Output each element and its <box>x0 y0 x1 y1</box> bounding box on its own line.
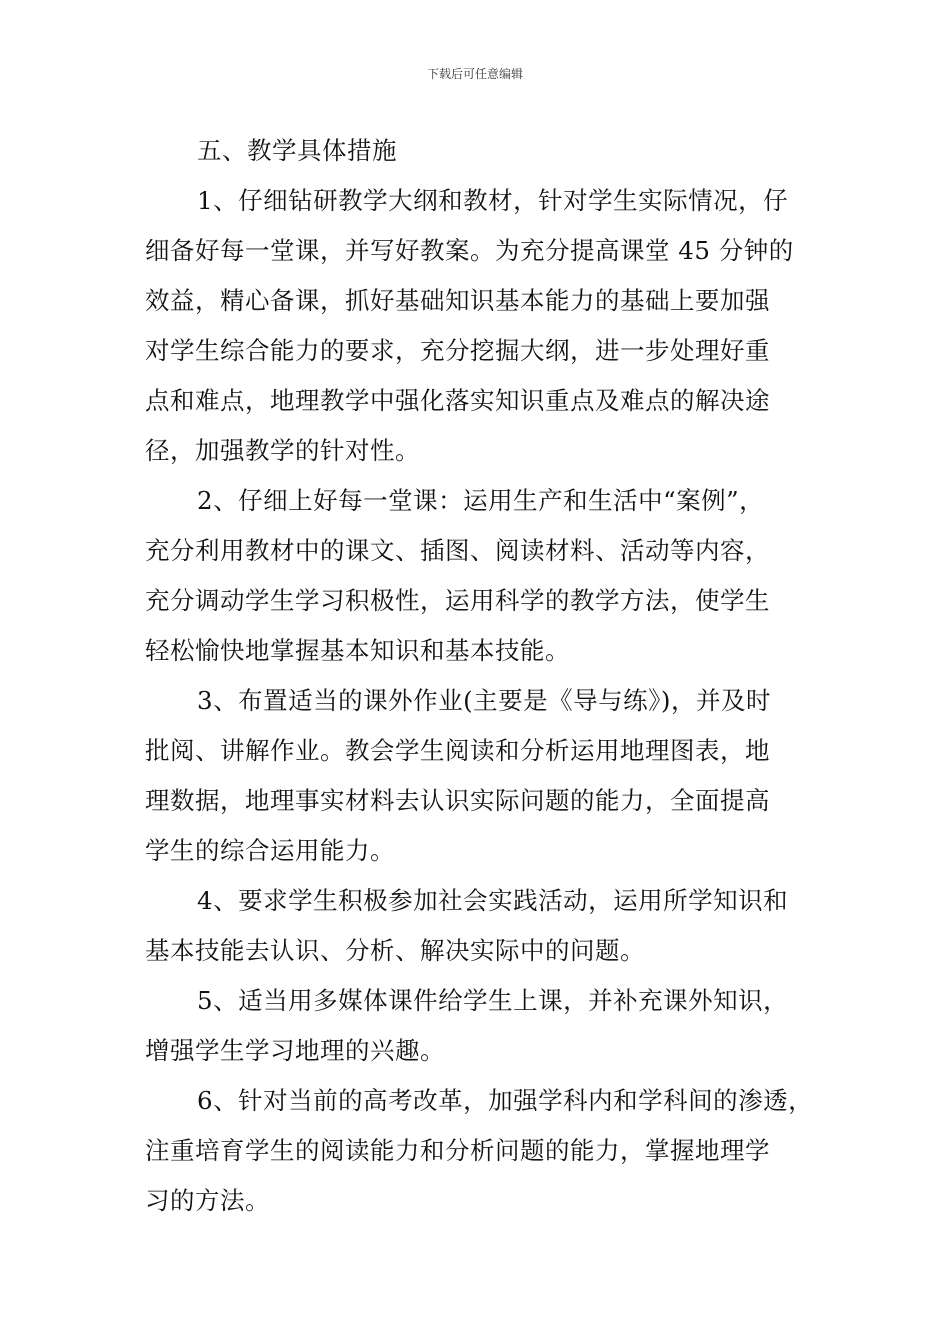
paragraph-2-line: 2、仔细上好每一堂课：运用生产和生活中“案例”， <box>197 486 765 515</box>
paragraph-6-line: 注重培育学生的阅读能力和分析问题的能力，掌握地理学 <box>145 1136 770 1165</box>
paragraph-4-line: 4、要求学生积极参加社会实践活动，运用所学知识和 <box>197 886 789 915</box>
paragraph-1-line: 1、仔细钻研教学大纲和教材，针对学生实际情况，仔 <box>197 186 789 215</box>
paragraph-1-line: 效益，精心备课，抓好基础知识基本能力的基础上要加强 <box>145 286 770 315</box>
paragraph-3-line: 3、布置适当的课外作业(主要是《导与练》)，并及时 <box>197 686 771 715</box>
paragraph-2-line: 充分利用教材中的课文、插图、阅读材料、活动等内容， <box>145 536 770 565</box>
paragraph-2-line: 充分调动学生学习积极性，运用科学的教学方法，使学生 <box>145 586 770 615</box>
section-heading: 五、教学具体措施 <box>197 136 397 165</box>
paragraph-5-line: 5、适当用多媒体课件给学生上课，并补充课外知识， <box>197 986 789 1015</box>
paragraph-3-line: 学生的综合运用能力。 <box>145 836 395 865</box>
paragraph-2-line: 轻松愉快地掌握基本知识和基本技能。 <box>145 636 570 665</box>
paragraph-4-line: 基本技能去认识、分析、解决实际中的问题。 <box>145 936 645 965</box>
paragraph-3-line: 批阅、讲解作业。教会学生阅读和分析运用地理图表，地 <box>145 736 770 765</box>
paragraph-3-line: 理数据，地理事实材料去认识实际问题的能力，全面提高 <box>145 786 770 815</box>
paragraph-1-line: 点和难点，地理教学中强化落实知识重点及难点的解决途 <box>145 386 770 415</box>
page-header-note: 下载后可任意编辑 <box>426 67 523 81</box>
paragraph-6-line: 6、针对当前的高考改革，加强学科内和学科间的渗透， <box>197 1086 814 1115</box>
document-body <box>145 126 814 1226</box>
paragraph-5-line: 增强学生学习地理的兴趣。 <box>145 1036 445 1065</box>
paragraph-1-line: 对学生综合能力的要求，充分挖掘大纲，进一步处理好重 <box>145 336 770 365</box>
paragraph-6-line: 习的方法。 <box>145 1186 270 1215</box>
paragraph-1-line: 径，加强教学的针对性。 <box>145 436 420 465</box>
paragraph-1-line: 细备好每一堂课，并写好教案。为充分提高课堂 45 分钟的 <box>145 236 794 265</box>
